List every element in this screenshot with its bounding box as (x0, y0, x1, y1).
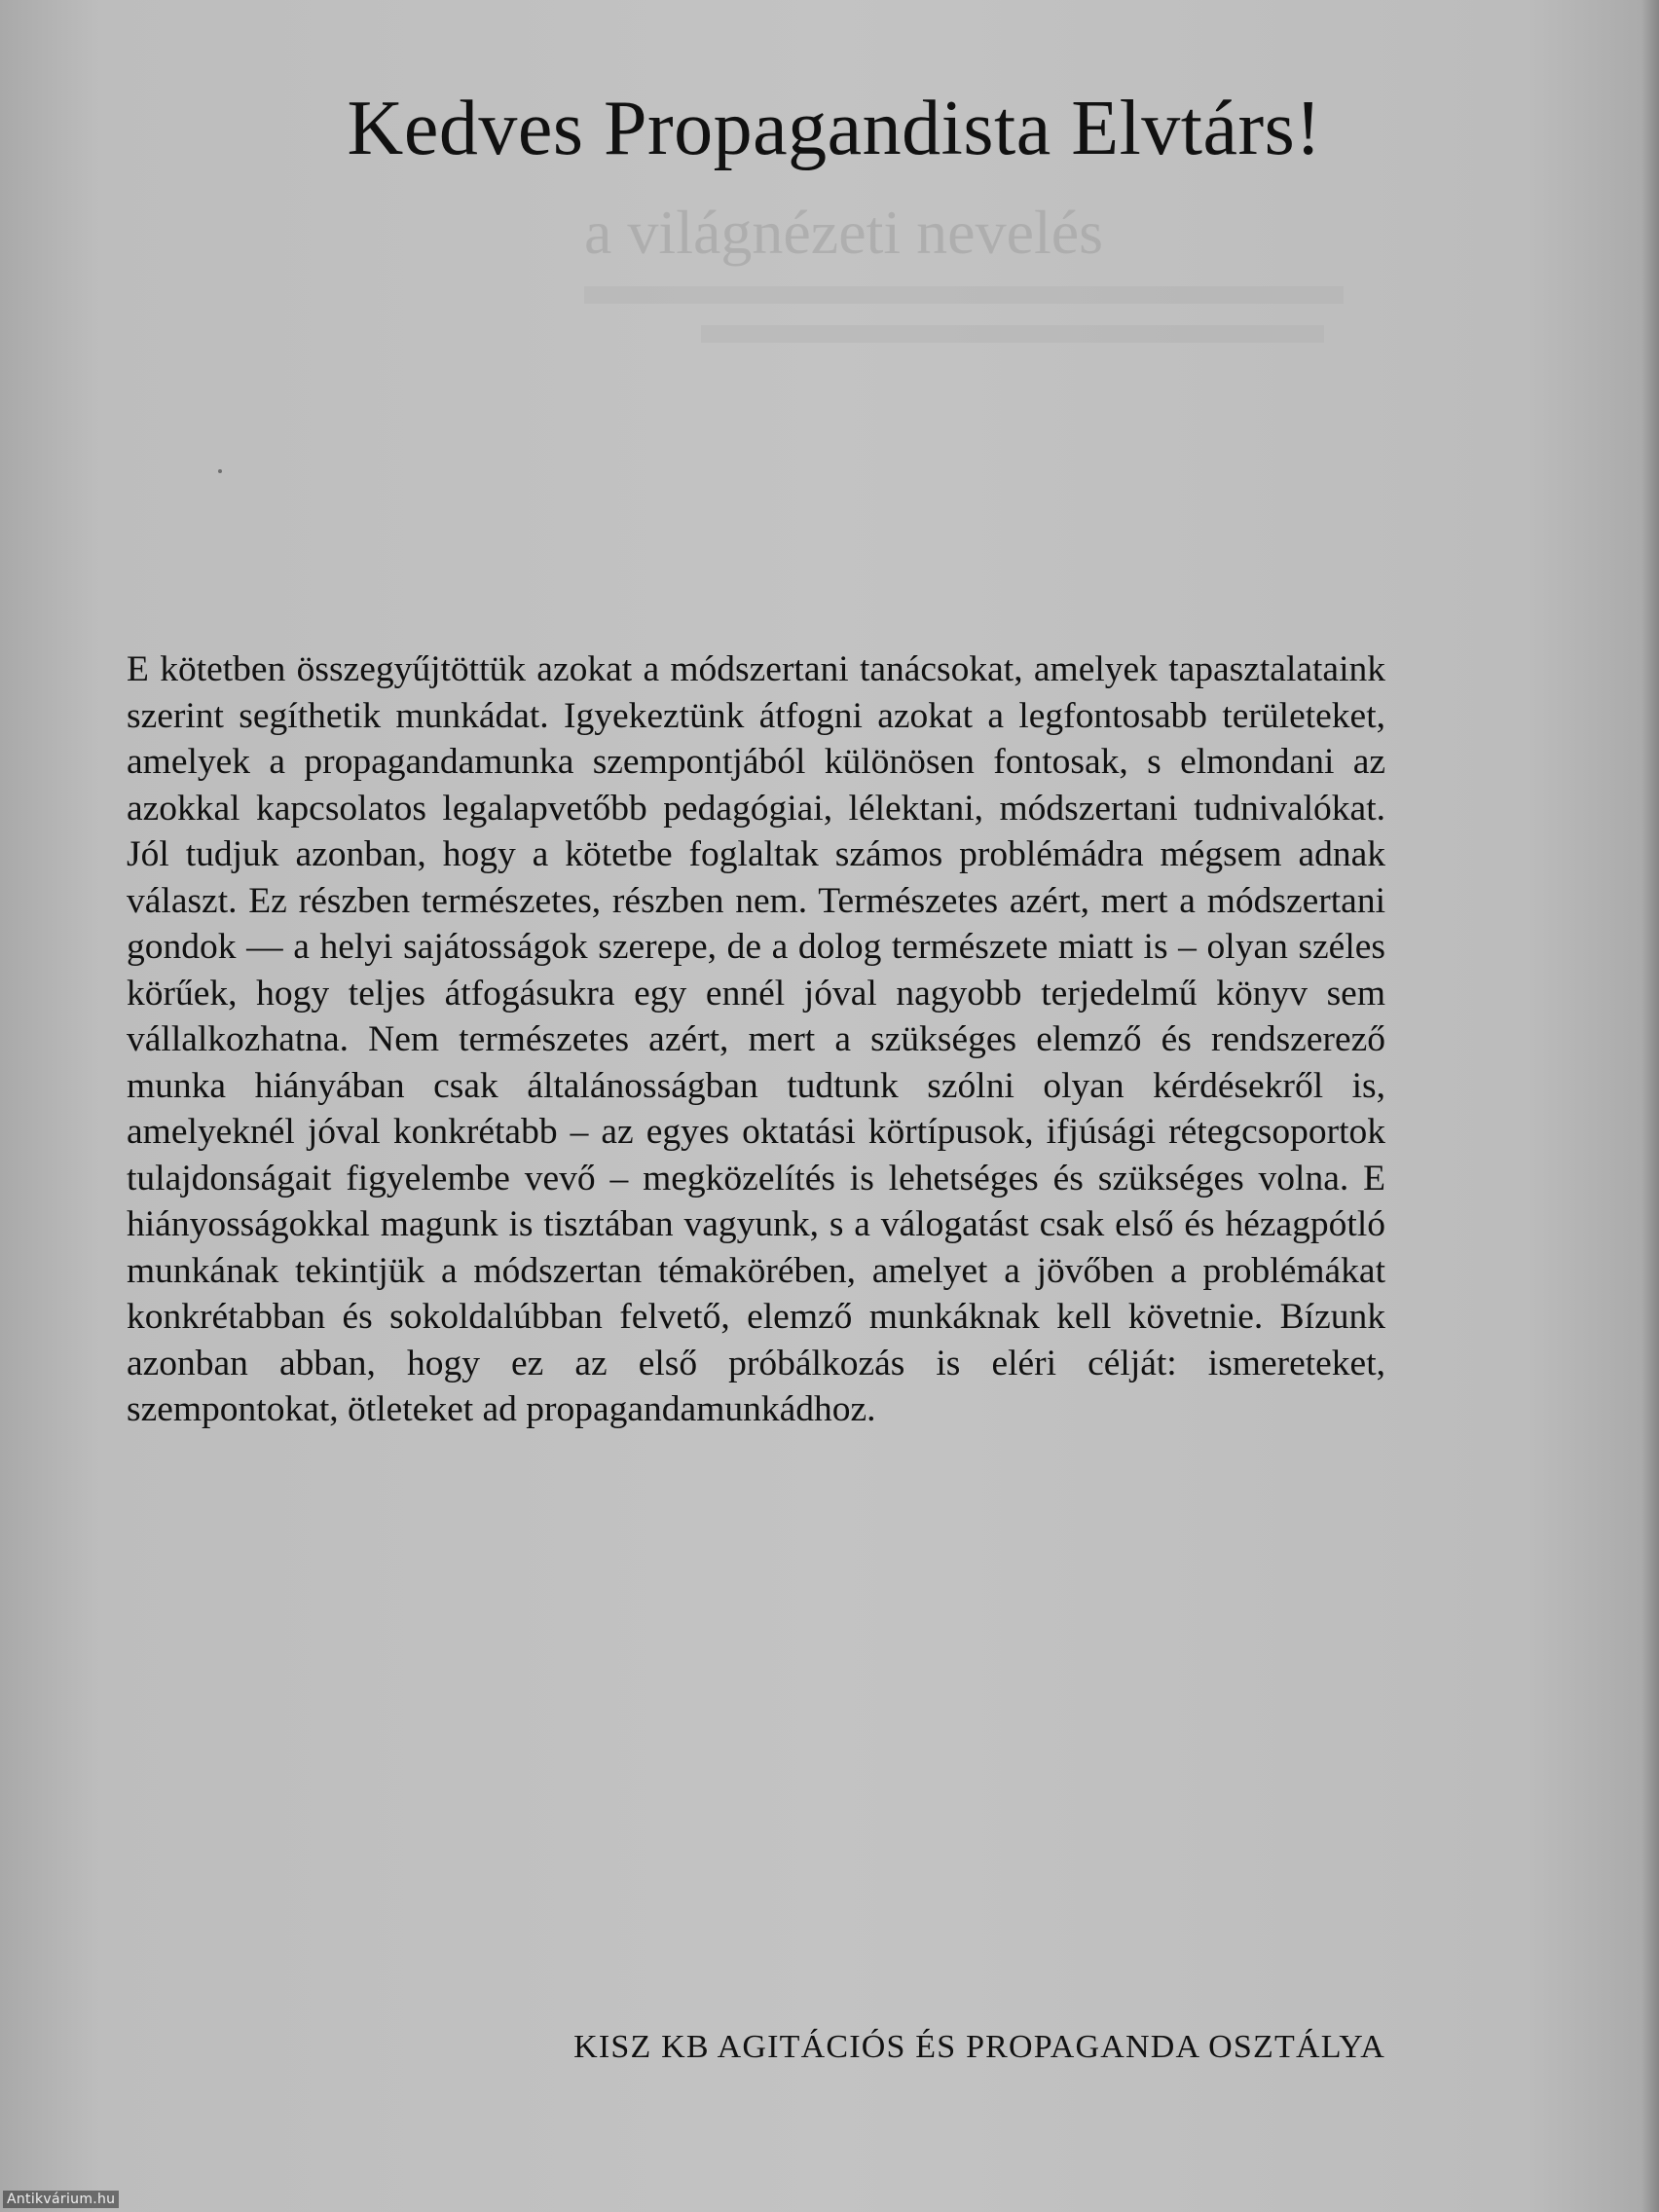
body-paragraph: E kötetben összegyűjtöttük azokat a módszertani tanácsokat, amelyek tapasztalataink szerint segíthetik munkádat. Igyekeztünk átfogni azokat a legfontosabb területeket, amelyek a propagandamunka szempontjából különösen fontosak, s elmondani az azokkal kapcsolatos legalapvetőbb pedagógiai, lélektani, módszertani tudnivalókat. Jól tudjuk azonban, hogy a kötetbe foglaltak számos problémádra mégsem adnak választ. Ez részben természetes, részben nem. Természetes azért, mert a módszertani gondok — a helyi sajátosságok szerepe, de a dolog természete miatt is – olyan széles körűek, hogy teljes átfogásukra egy ennél jóval nagyobb terjedelmű könyv sem vállalkozhatna. Nem természetes azért, mert a szükséges elemző és rendszerező munka hiányában csak általánosságban tudtunk szólni olyan kérdésekről is, amelyeknél jóval konkrétabb – az egyes oktatási körtípusok, ifjúsági rétegcsoportok tulajdonságait figyelembe vevő – megközelítés is lehetséges és szükséges volna. E hiányosságokkal magunk is tisztában vagyunk, s a válogatást csak első és hézagpótló munkának tekintjük a módszertan témakörében, amelyet a jövőben a problémákat konkrétabban és sokoldalúbban felvető, elemző munkáknak kell követnie. Bízunk azonban abban, hogy ez az első próbálkozás is eléri célját: ismereteket, szempontokat, ötleteket ad propagandamunkádhoz. (127, 649, 1385, 1429)
bleed-through-heading: a világnézeti nevelés (584, 198, 1104, 267)
page-title: Kedves Propagandista Elvtárs! (347, 86, 1322, 171)
bleed-through-line (701, 325, 1324, 343)
margin-mark (218, 469, 222, 473)
bleed-through-line (584, 286, 1344, 304)
page-edge-shadow (1641, 0, 1659, 2212)
watermark-label: Antikvárium.hu (3, 2191, 119, 2208)
signature-line: KISZ KB AGITÁCIÓS ÉS PROPAGANDA OSZTÁLYA (573, 2029, 1385, 2065)
bleed-through-text (584, 200, 1382, 453)
